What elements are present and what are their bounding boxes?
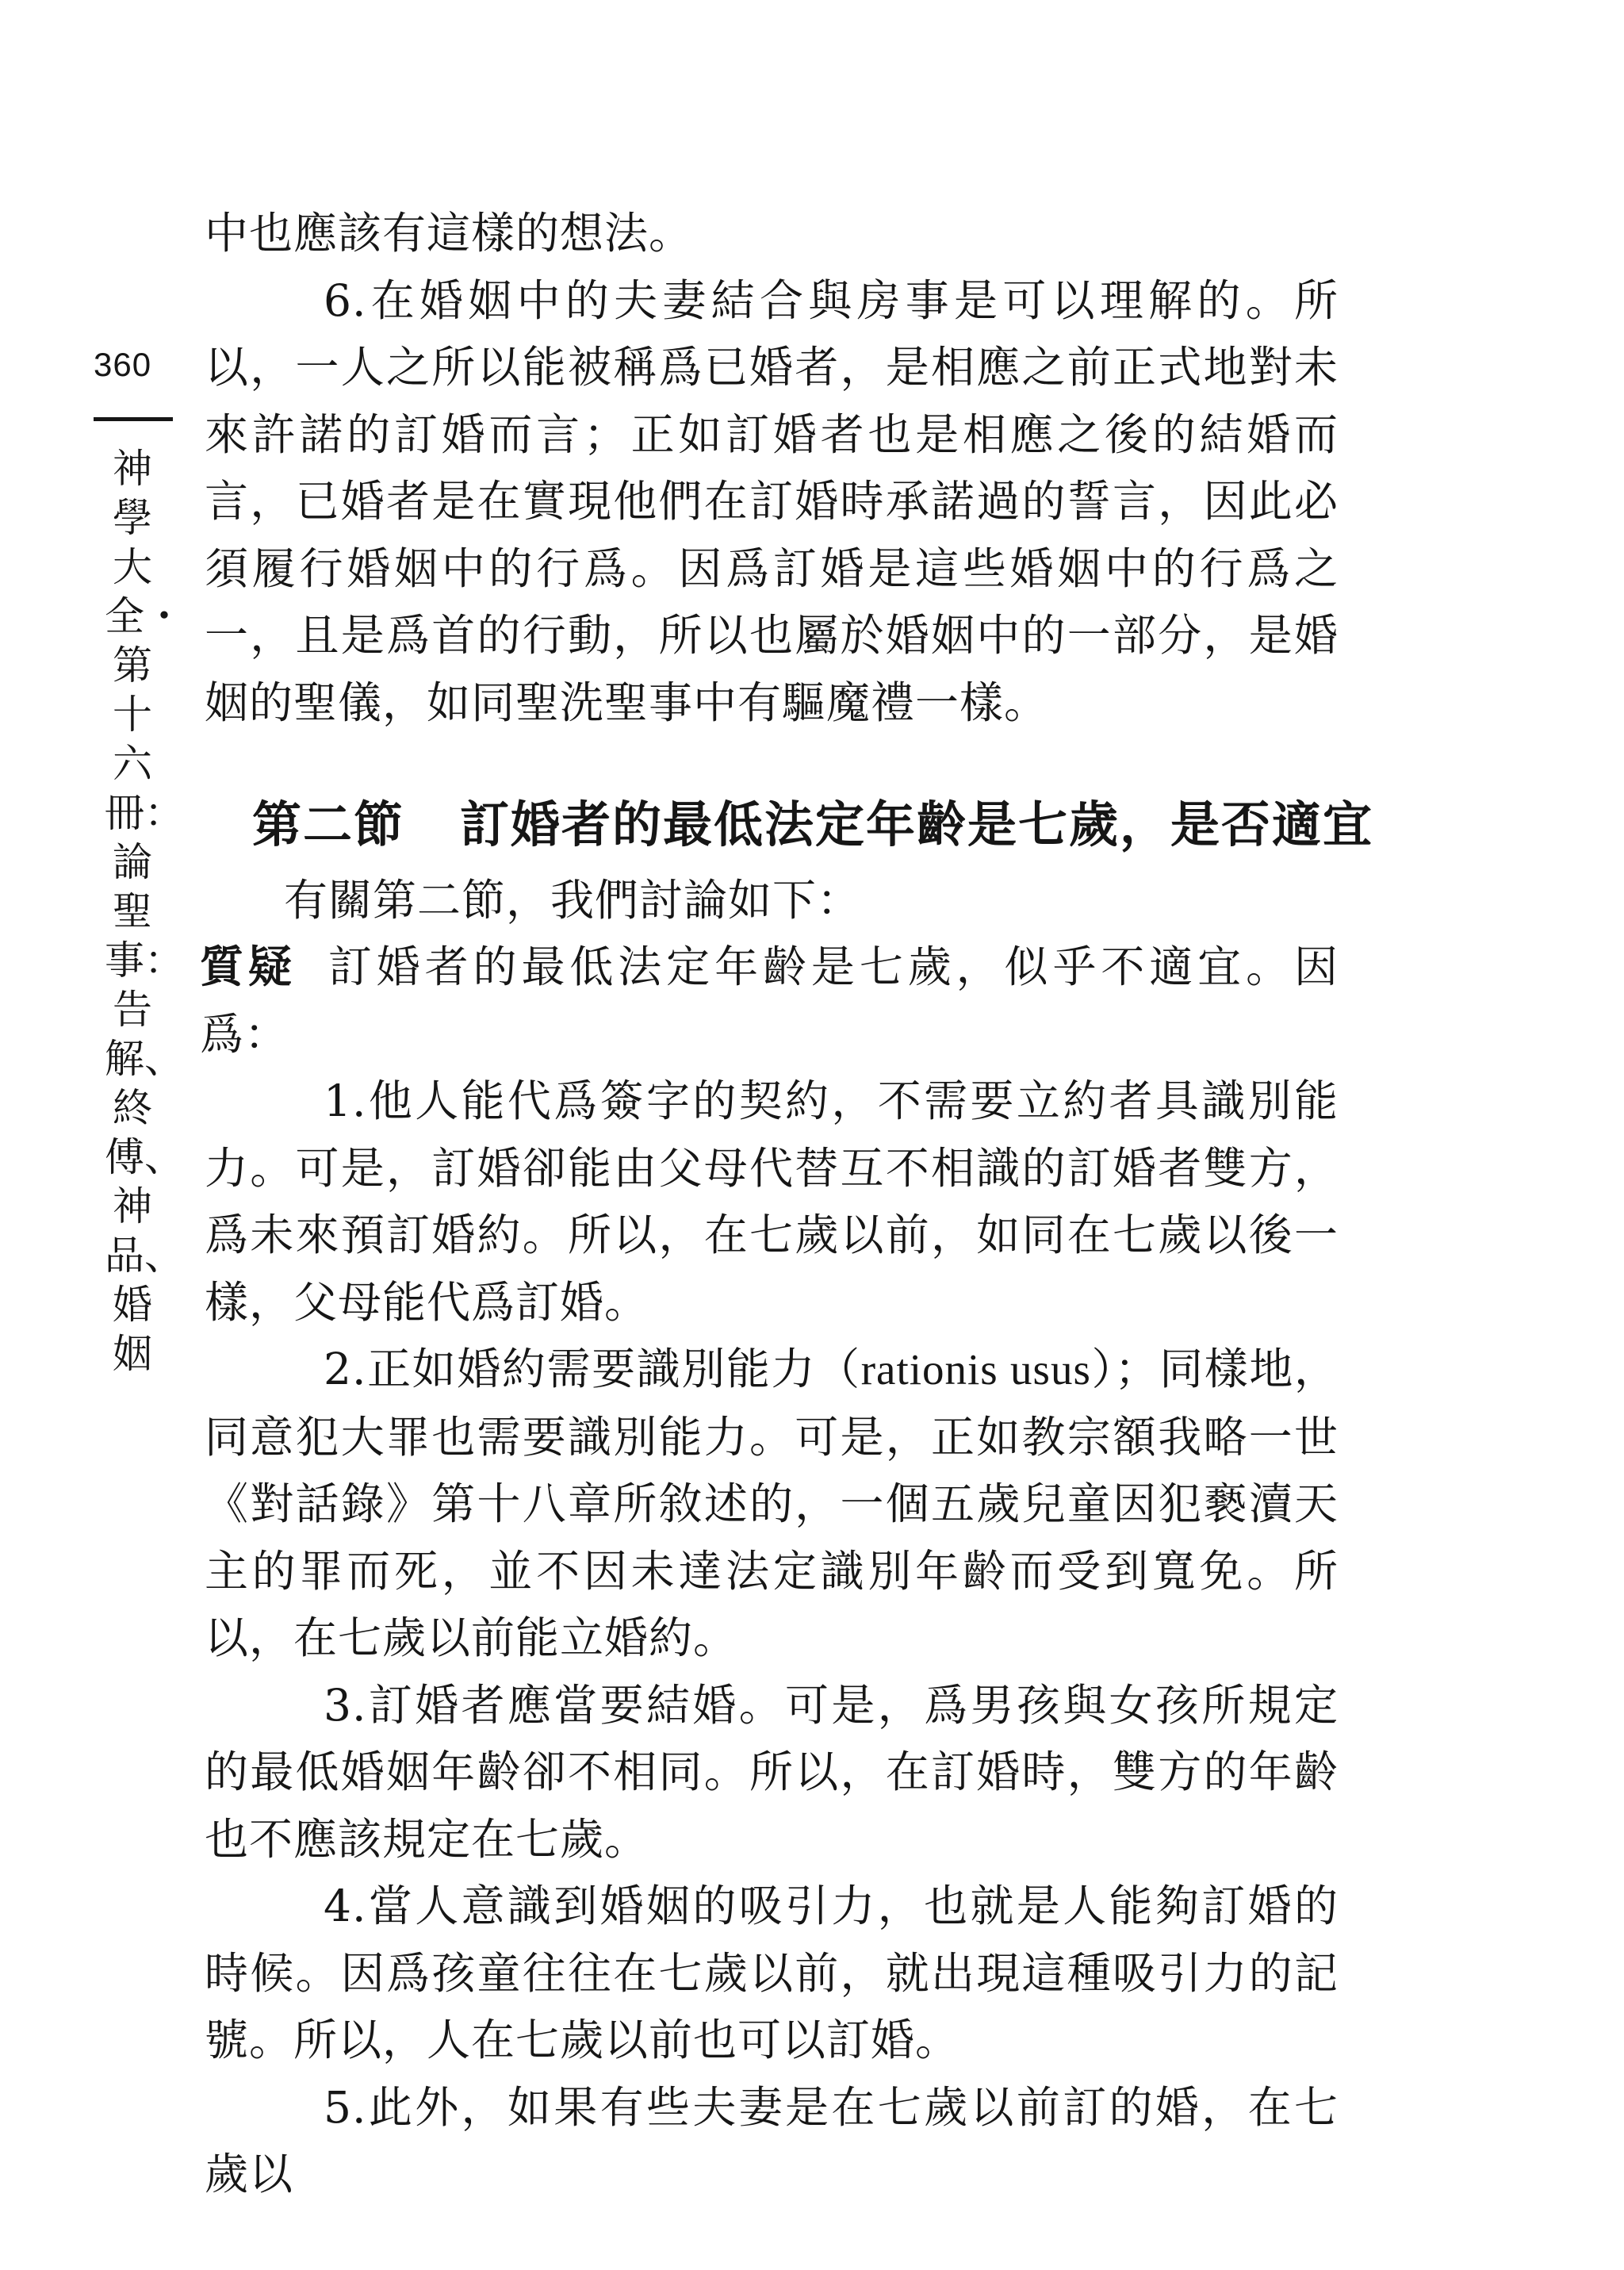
argument-3: 3.訂婚者應當要結婚。可是，爲男孩與女孩所規定的最低婚姻年齡卻不相同。所以，在訂婚時，雙方的年齡也不應該規定在七歲。 <box>205 1679 1339 1865</box>
section-title <box>205 792 1374 859</box>
paragraph-6: 6.在婚姻中的夫妻結合與房事是可以理解的。所以，一人之所以能被稱爲已婚者，是相應之前正式地對未來許諾的訂婚而言；正如訂婚者也是相應之後的結婚而言，已婚者是在實現他們在訂婚時承諾過的誓言，因此必須履行婚姻中的行爲。因爲訂婚是這些婚姻中的行爲之一，且是爲首的行動，所以也屬於婚姻中的一部分，是婚姻的聖儀，如同聖洗聖事中有驅魔禮一樣。 <box>205 274 1339 728</box>
argument-2 <box>205 1336 1339 1672</box>
objection-text: 訂婚者的最低法定年齡是七歲，似乎不適宜。因爲： <box>200 941 1339 1060</box>
paragraph-continuation: 中也應該有這樣的想法。 <box>205 208 694 259</box>
page-number: 360 <box>94 346 152 383</box>
argument-2-part-a: 2.正如婚約需要識別能力（ <box>324 1344 861 1394</box>
argument-4: 4.當人意識到婚姻的吸引力，也就是人能夠訂婚的時候。因爲孩童往往在七歲以前，就出現這種吸引力的記號。所以，人在七歲以前也可以訂婚。 <box>205 1881 1339 2065</box>
argument-5: 5.此外，如果有些夫妻是在七歲以前訂的婚，在七歲以 <box>205 2081 1339 2199</box>
body-text <box>200 200 1374 2208</box>
objection-label: 質疑 <box>200 941 297 992</box>
section-heading: 訂婚者的最低法定年齡是七歲，是否適宜 <box>460 796 1374 853</box>
latin-term: rationis usus <box>860 1345 1091 1394</box>
argument-1: 1.他人能代爲簽字的契約，不需要立約者具識別能力。可是，訂婚卻能由父母代替互不相識的訂婚者雙方，爲未來預訂婚約。所以，在七歲以前，如同在七歲以後一樣，父母能代爲訂婚。 <box>205 1076 1339 1328</box>
objection <box>200 934 1339 1068</box>
section-number: 第二節 <box>252 796 405 853</box>
argument-2-part-b: ）；同樣地，同意犯大罪也需要識別能力。可是，正如教宗額我略一世《對話錄》第十八章所敘述的，一個五歲兒童因犯褻瀆天主的罪而死，並不因未達法定識別年齡而受到寬免。所以，在七歲以前能立婚約。 <box>205 1344 1339 1663</box>
running-title: 神學大全・第十六冊：論聖事：告解、終傅、神品、婚姻 <box>105 446 184 1377</box>
section-intro: 有關第二節，我們討論如下： <box>284 874 862 926</box>
margin-rule <box>94 417 173 421</box>
